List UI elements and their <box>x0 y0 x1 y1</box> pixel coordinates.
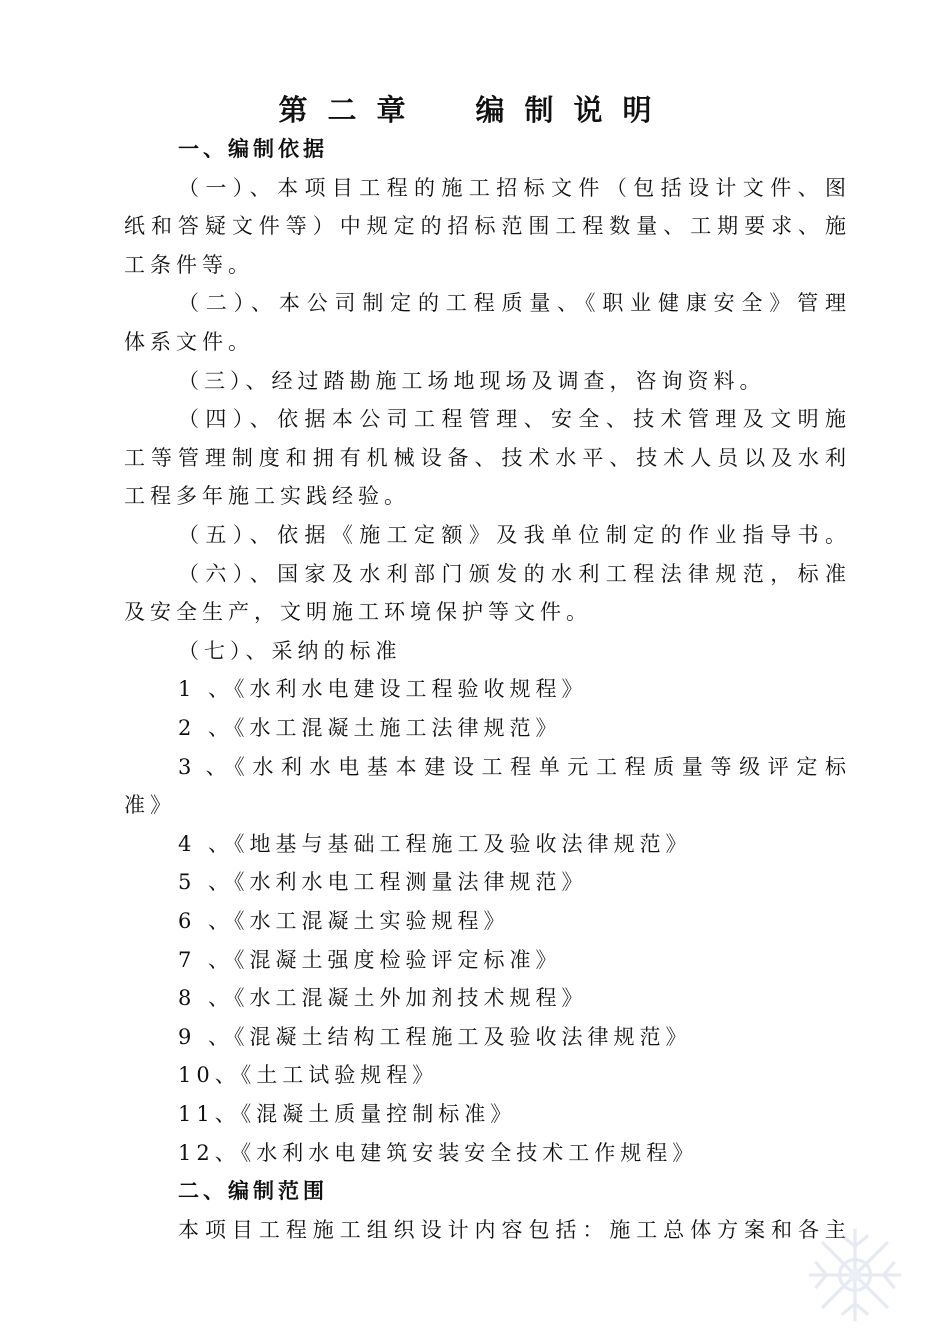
text-line: （四）、依据本公司工程管理、安全、技术管理及文明施 <box>178 407 846 431</box>
chapter-number: 第二章 <box>278 93 426 127</box>
text-line: 11、《混凝土质量控制标准》 <box>178 1102 517 1126</box>
chapter-title <box>0 88 950 129</box>
text-line: （六）、国家及水利部门颁发的水利工程法律规范，标准 <box>178 562 846 586</box>
text-line: 4 、《地基与基础工程施工及验收法律规范》 <box>178 832 692 856</box>
text-line: 10、《土工试验规程》 <box>178 1063 439 1087</box>
text-line: 9 、《混凝土结构工程施工及验收法律规范》 <box>178 1025 692 1049</box>
text-line: 本项目工程施工组织设计内容包括：施工总体方案和各主 <box>178 1218 846 1242</box>
chapter-name: 编制说明 <box>475 93 672 127</box>
text-line: 1 、《水利水电建设工程验收规程》 <box>178 677 588 701</box>
text-line: 12、《水利水电建筑安装安全技术工作规程》 <box>178 1141 699 1165</box>
text-line: 工条件等。 <box>124 253 254 277</box>
text-line: 3 、《水利水电基本建设工程单元工程质量等级评定标 <box>178 755 846 779</box>
text-line: 2 、《水工混凝土施工法律规范》 <box>178 716 562 740</box>
text-line: （五）、依据《施工定额》及我单位制定的作业指导书。 <box>178 523 846 547</box>
section-heading: 一、编制依据 <box>178 136 328 161</box>
text-line: （二）、本公司制定的工程质量、《职业健康安全》管理 <box>178 291 846 315</box>
text-line: 体系文件。 <box>124 330 254 354</box>
watermark-snowflake-icon <box>800 1220 910 1330</box>
text-line: （一）、本项目工程的施工招标文件（包括设计文件、图 <box>178 176 846 200</box>
text-line: （七）、采纳的标准 <box>178 639 402 663</box>
text-line: 8 、《水工混凝土外加剂技术规程》 <box>178 986 588 1010</box>
text-line: 及安全生产，文明施工环境保护等文件。 <box>124 600 592 624</box>
text-line: 准》 <box>124 793 176 817</box>
text-line: （三）、经过踏勘施工场地现场及调查，咨询资料。 <box>178 369 766 393</box>
text-line: 纸和答疑文件等）中规定的招标范围工程数量、工期要求、施 <box>124 214 846 238</box>
text-line: 工程多年施工实践经验。 <box>124 484 410 508</box>
text-line: 7 、《混凝土强度检验评定标准》 <box>178 948 562 972</box>
text-line: 6 、《水工混凝土实验规程》 <box>178 909 510 933</box>
text-line: 工等管理制度和拥有机械设备、技术水平、技术人员以及水利 <box>124 446 846 470</box>
text-line: 5 、《水利水电工程测量法律规范》 <box>178 870 588 894</box>
section-heading: 二、编制范围 <box>178 1178 328 1203</box>
